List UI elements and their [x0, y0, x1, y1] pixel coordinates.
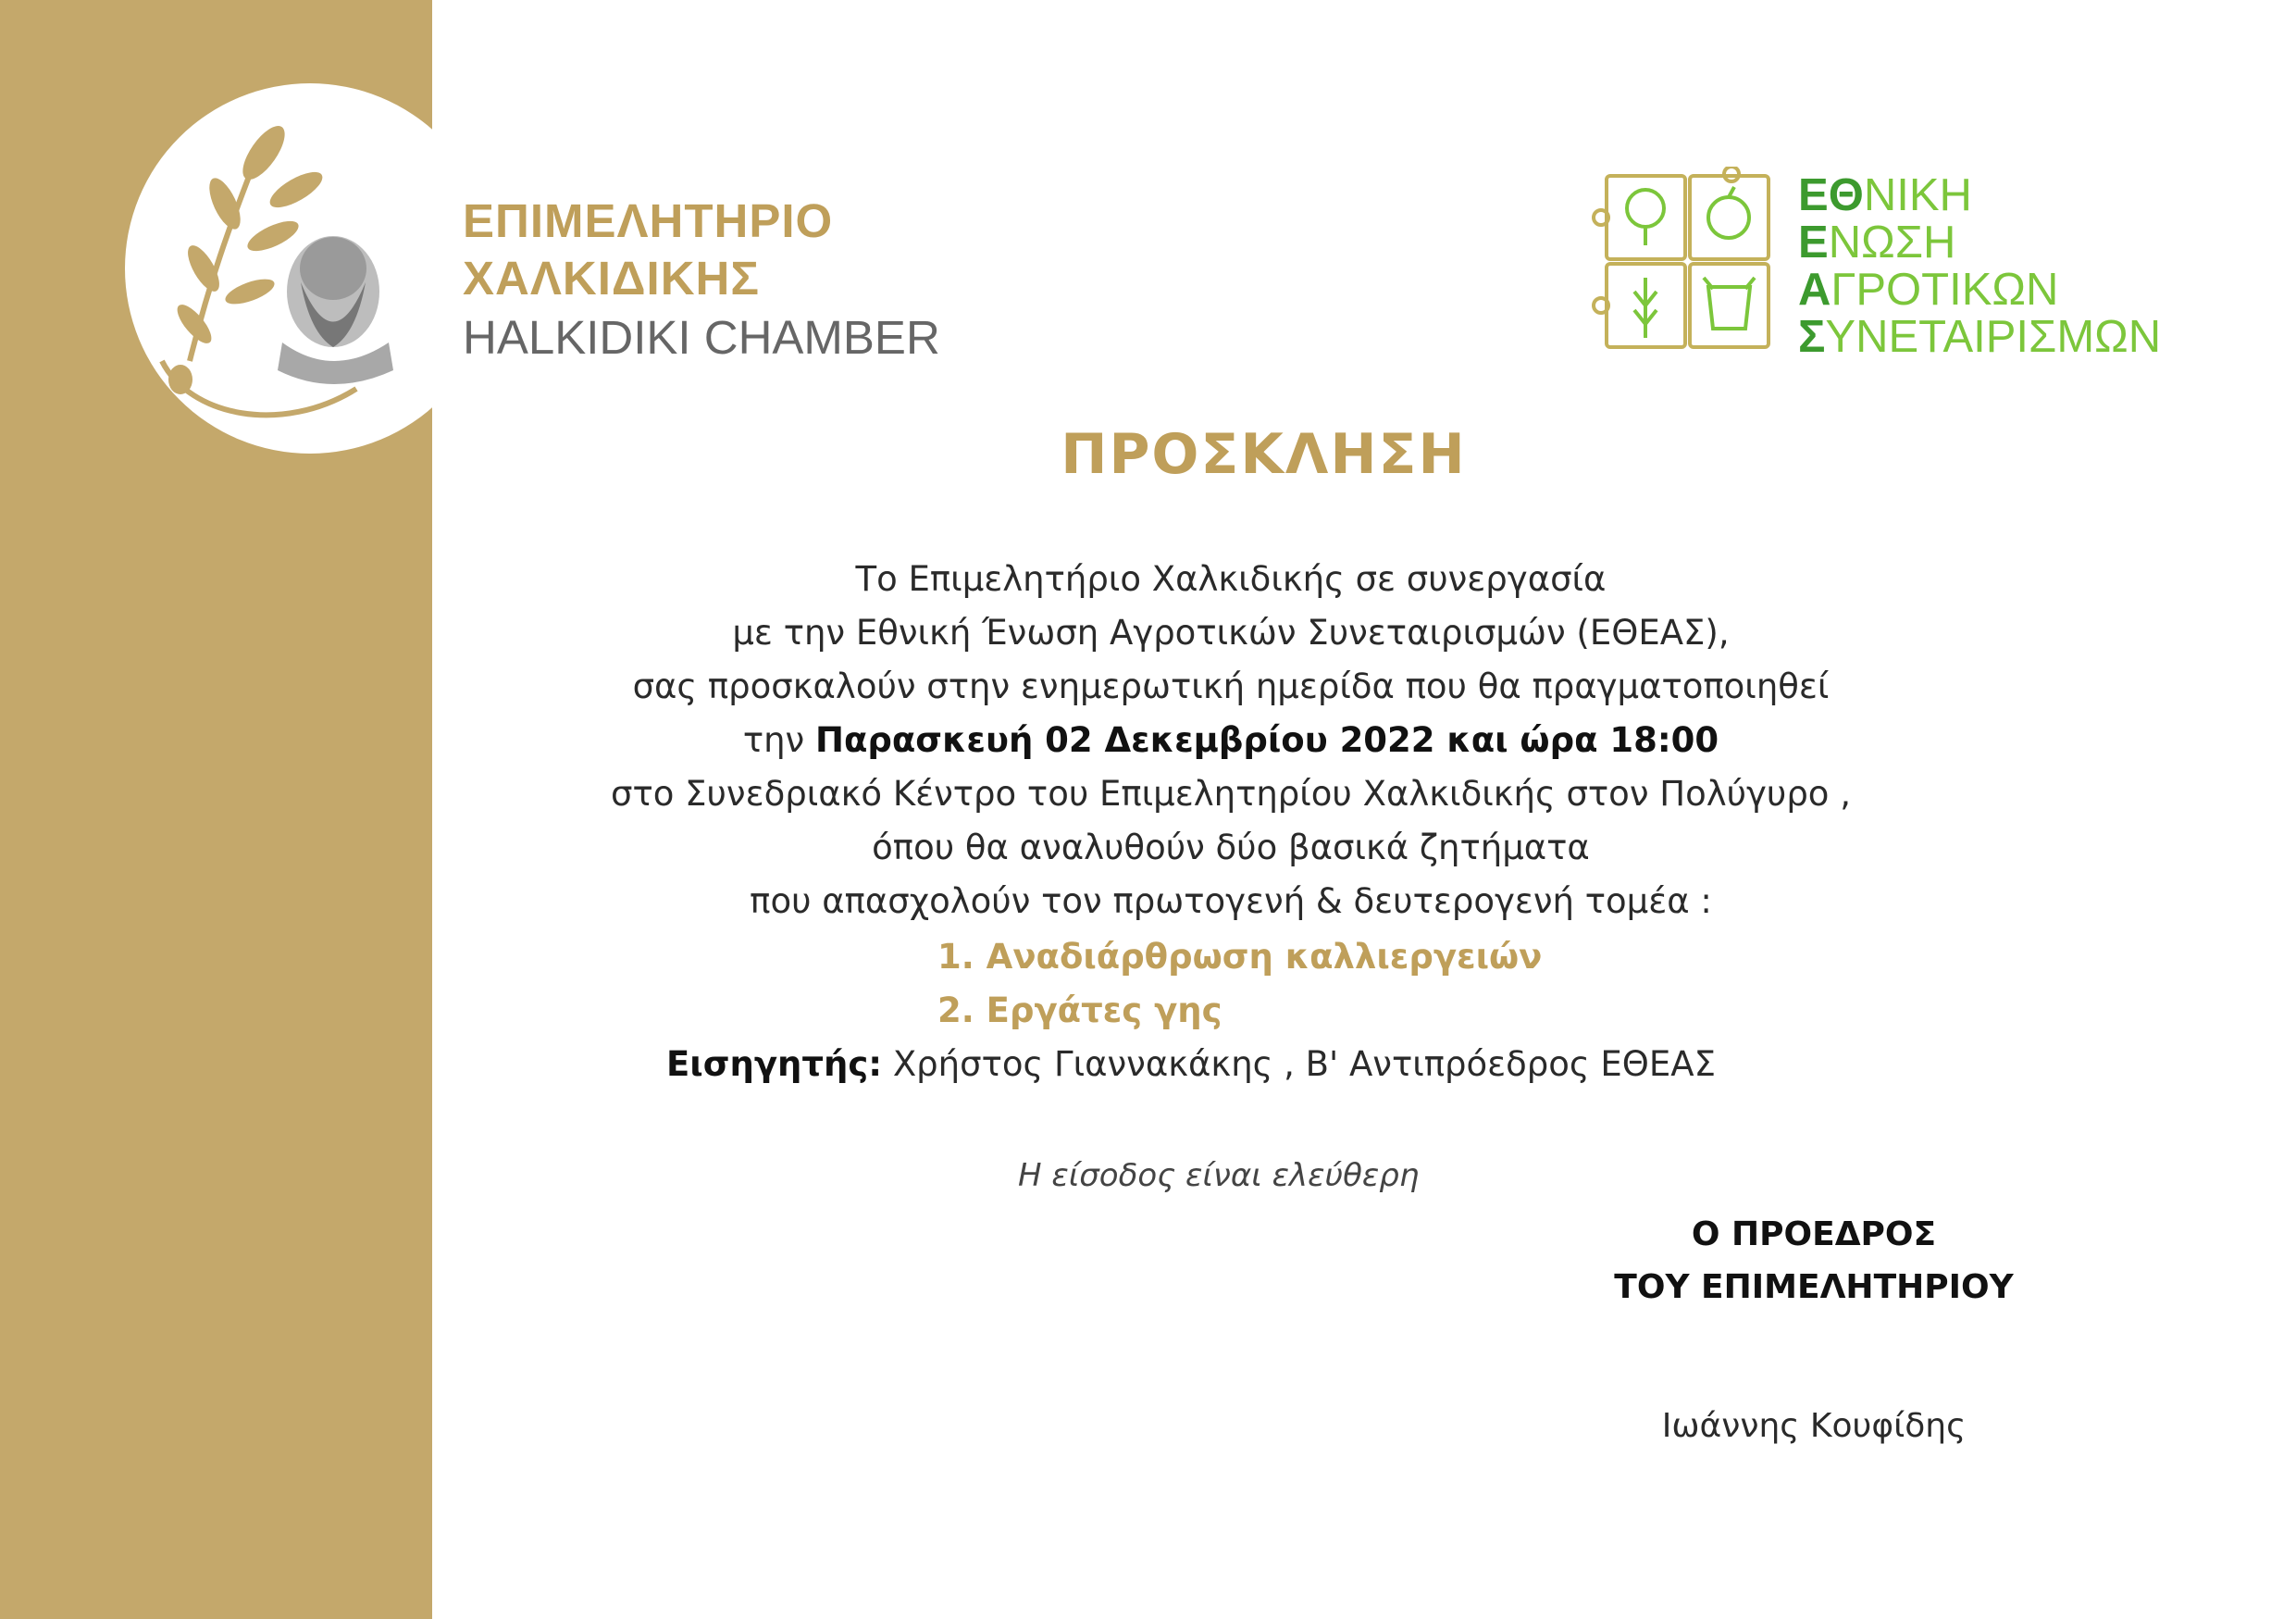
- topic-2: 2. Εργάτες γης: [937, 990, 1222, 1030]
- apple-icon: [1708, 197, 1749, 238]
- chamber-name-greek-2: ΧΑΛΚΙΔΙΚΗΣ: [463, 252, 760, 305]
- signature-line-1: Ο ΠΡΟΕΔΡΟΣ: [1691, 1215, 1937, 1253]
- chamber-logo: [125, 83, 495, 454]
- chamber-name: [463, 193, 940, 368]
- invitation-body: [504, 553, 1957, 928]
- cow-icon: [1704, 278, 1755, 329]
- partner-line-3: ΑΓΡΟΤΙΚΩΝ: [1798, 265, 2059, 315]
- event-date: Παρασκευή 02 Δεκεμβρίου 2022 και ώρα 18:00: [814, 720, 1719, 760]
- tree-icon: [1627, 190, 1664, 227]
- body-line-4: την Παρασκευή 02 Δεκεμβρίου 2022 και ώρα 18:00: [742, 720, 1719, 760]
- partner-logo-text: [1798, 172, 2161, 361]
- chamber-name-english: HALKIDIKI CHAMBER: [463, 311, 940, 364]
- partner-line-1: ΕΘΝΙΚΗ: [1798, 170, 1972, 220]
- wheat-icon: [1634, 278, 1657, 338]
- signature-name: Ιωάννης Κουφίδης: [1661, 1407, 1967, 1445]
- body-line-1: Το Επιμελητήριο Χαλκιδικής σε συνεργασία: [855, 559, 1607, 599]
- topic-1: 1. Αναδιάρθρωση καλλιεργειών: [937, 937, 1543, 977]
- speaker-value: Χρήστος Γιαννακάκης , Β' Αντιπρόεδρος ΕΘΕΑΣ: [882, 1044, 1716, 1084]
- speaker-line: [666, 1044, 1716, 1084]
- free-entry-note: Η είσοδος είναι ελεύθερη: [1018, 1157, 1420, 1194]
- signature-title: [1555, 1208, 2073, 1314]
- speaker-label: Εισηγητής:: [666, 1044, 883, 1084]
- partner-line-4: ΣΥΝΕΤΑΙΡΙΣΜΩΝ: [1798, 312, 2162, 362]
- body-line-5: στο Συνεδριακό Κέντρο του Επιμελητηρίου Χαλκιδικής στον Πολύγυρο ,: [611, 774, 1851, 814]
- invitation-title: ΠΡΟΣΚΛΗΣΗ: [1061, 422, 1467, 487]
- signature-line-2: ΤΟΥ ΕΠΙΜΕΛΗΤΗΡΙΟΥ: [1614, 1268, 2014, 1306]
- puzzle-logo-icon: [1588, 167, 1782, 370]
- body-line-6: όπου θα αναλυθούν δύο βασικά ζητήματα: [872, 828, 1590, 867]
- body-line-3: σας προσκαλούν στην ενημερωτική ημερίδα που θα πραγματοποιηθεί: [632, 666, 1830, 706]
- body-line-2: με την Εθνική Ένωση Αγροτικών Συνεταιρισμών (ΕΘΕΑΣ),: [732, 613, 1730, 653]
- olive-branch-icon: [125, 83, 495, 454]
- body-line-7: που απασχολούν τον πρωτογενή & δευτερογενή τομέα :: [750, 881, 1712, 921]
- partner-line-2: ΕΝΩΣΗ: [1798, 218, 1956, 268]
- chamber-name-greek-1: ΕΠΙΜΕΛΗΤΗΡΙΟ: [463, 194, 834, 247]
- bust-icon: [278, 236, 393, 384]
